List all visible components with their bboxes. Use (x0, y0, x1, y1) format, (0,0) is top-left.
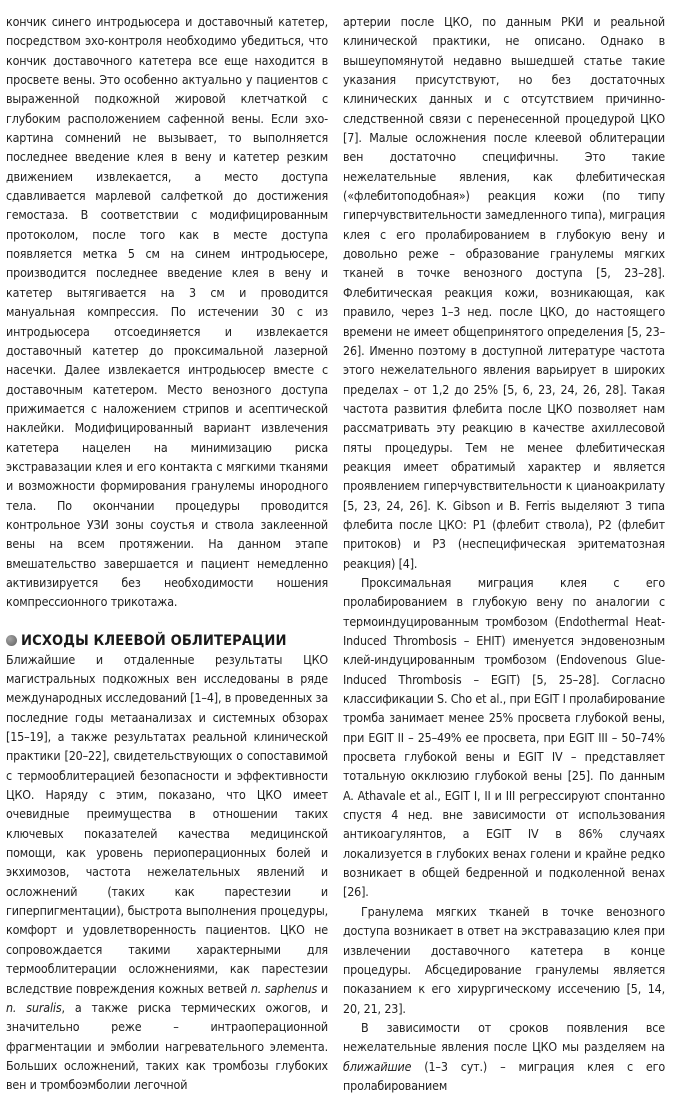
paragraph-catheter-extraction: кончик синего интродьюсера и доставочный катетер, посредством эхо-контроля необходимо убедиться, что кончик доставочного катетера все еще находится в просвете вены. Это особенно актуально у пациентов с выраженной подкожной жировой клетчаткой с глубоким расположением сафенной вены. Если эхо-картина сомнений не вызывает, то выполняется последнее введение клея в вену и катетер резким движением извлекается, а место доступа сдавливается марлевой салфеткой до достижения гемостаза. В соответствии с модифицированным протоколом, после того как в месте доступа появляется метка 5 см на синем интродьюсере, производится последнее введение клея в вену и катетер вытягивается на 3 см и проводится мануальная компрессия. По истечении 30 с из интродьюсера отсоединяется и извлекается доставочный катетер до проксимальной лазерной насечки. Далее извлекается интродьюсер вместе с доставочным катетером. Место венозного доступа прижимается с наложением стрипов и асептической наклейки. Модифицированный вариант извлечения катетера нацелен на минимизацию риска экстравазации клея и его контакта с мягкими тканями и возможности формирования гранулемы инородного тела. По окончании процедуры проводится контрольное УЗИ зоны соустья и ствола заклеенной вены на всем протяжении. На данном этапе вмешательство завершается и пациент немедленно активизируется без необходимости ношения компрессионного трикотажа. (6, 14, 328, 610)
paragraph-minor-complications: артерии после ЦКО, по данным РКИ и реальной клинической практики, не описано. Однако в вышеупомянутой недавно вышедшей статье такие указания присутствуют, но без достаточных клинических данных и с отсутствием причинно-следственной связи с перенесенной процедурой ЦКО [7]. Малые осложнения после клеевой облитерации вен достаточно специфичны. Это такие нежелательные явления, как флебитическая («флебитоподобная») реакция кожи (по типу гиперчувствительности замедленного типа), миграция клея с его пролабированием в глубокую вену и довольно реже – образование гранулемы мягких тканей в точке венозного доступа [5, 23–28]. Флебитическая реакция кожи, возникающая, как правило, через 1–3 нед. после ЦКО, до настоящего времени не имеет общепринятого определения [5, 23–26]. Именно поэтому в доступной литературе частота этого нежелательного явления варьирует в широких пределах – от 1,2 до 25% [5, 6, 23, 24, 26, 28]. Такая частота развития флебита после ЦКО позволяет нам рассматривать эту реакцию в качестве ахиллесовой пяты процедуры. Тем не менее флебитическая реакция имеет обратимый характер и является проявлением гиперчувствительности к цианоакрилату [5, 23, 24, 26]. K. Gibson и B. Ferris выделяют 3 типа флебита после ЦКО: P1 (флебит ствола), P2 (флебит притоков) и P3 (неспецифическая эритематозная реакция) [4]. (343, 14, 665, 571)
paragraph-timing (343, 1018, 665, 1095)
emphasis-immediate: ближайшие (343, 1058, 412, 1074)
paragraph-outcomes-text-b: , а также риска термических ожогов, и значительно реже – интраоперационной фрагментации и эмболии нагревательного элемента. Больших осложнений, таких как тромбозы глубоких вен и тромбоэмболии легочной (6, 999, 329, 1093)
section-heading-text: ИСХОДЫ КЛЕЕВОЙ ОБЛИТЕРАЦИИ (21, 631, 287, 649)
paragraph-outcomes (6, 650, 328, 1095)
paragraph-egit: Проксимальная миграция клея с его пролабированием в глубокую вену по аналогии с термоиндуцированным тромбозом (Endothermal Heat-Induced Thrombosis – EHIT) именуется эндовенозным клей-индуцированным тромбозом (Endovenous Glue-Induced Thrombosis – EGIT) [5, 25–28]. Согласно классификации S. Cho et al., при EGIT I пролабирование тромба занимает менее 25% просвета глубокой вены, при EGIT II – 25–49% ее просвета, при EGIT III – 50–74% просвета глубокой вены и EGIT IV – представляет тотальную окклюзию глубокой вены [25]. По данным A. Athavale et al., EGIT I, II и III регрессируют спонтанно спустя 4 нед. вне зависимости от использования антикоагулянтов, а EGIT IV в 86% случаях локализуется в глубоких венах голени и крайне редко возникает в общей бедренной и подколенной венах [26]. (343, 574, 665, 900)
paragraph-granuloma: Гранулема мягких тканей в точке венозного доступа возникает в ответ на экстравазацию клея при извлечении доставочного катетера в конце процедуры. Абсцедирование гранулемы является показанием к его хирургическому иссечению [5, 14, 20, 21, 23]. (343, 903, 665, 1016)
paragraph-timing-text-b: (1–3 сут.) – миграция клея с его пролабированием (343, 1058, 665, 1093)
conjunction: и (317, 980, 328, 996)
paragraph-outcomes-text-a: Ближайшие и отдаленные результаты ЦКО магистральных подкожных вен исследованы в ряде международных исследований [1–4], в проведенных за последние годы метаанализах и системных обзорах [15–19], а также результатах реальной клинической практики [20–22], свидетельствующих о сопоставимой с термооблитерацией безопасности и эффективности ЦКО. Наряду с этим, показано, что ЦКО имеет очевидные преимущества в отношении таких ключевых показателей качества медицинской помощи, как уровень периоперационных болей и экхимозов, частота нежелательных явлений и осложнений (таких как парестезии и гиперпигментации), быстрота выполнения процедуры, комфорт и удовлетворенность пациентов. ЦКО не сопровождается такими характерными для термооблитерации осложнениями, как парестезии вследствие повреждения кожных ветвей (6, 651, 328, 996)
gray-sphere-bullet-icon (6, 635, 17, 646)
right-column (343, 12, 665, 1095)
left-column (6, 12, 328, 1095)
nerve-name-suralis: n. suralis (6, 999, 62, 1015)
nerve-name-saphenus: n. saphenus (250, 980, 318, 996)
paragraph-timing-text-a: В зависимости от сроков появления все нежелательные явления после ЦКО мы разделяем на (343, 1019, 665, 1055)
section-heading (6, 631, 328, 650)
